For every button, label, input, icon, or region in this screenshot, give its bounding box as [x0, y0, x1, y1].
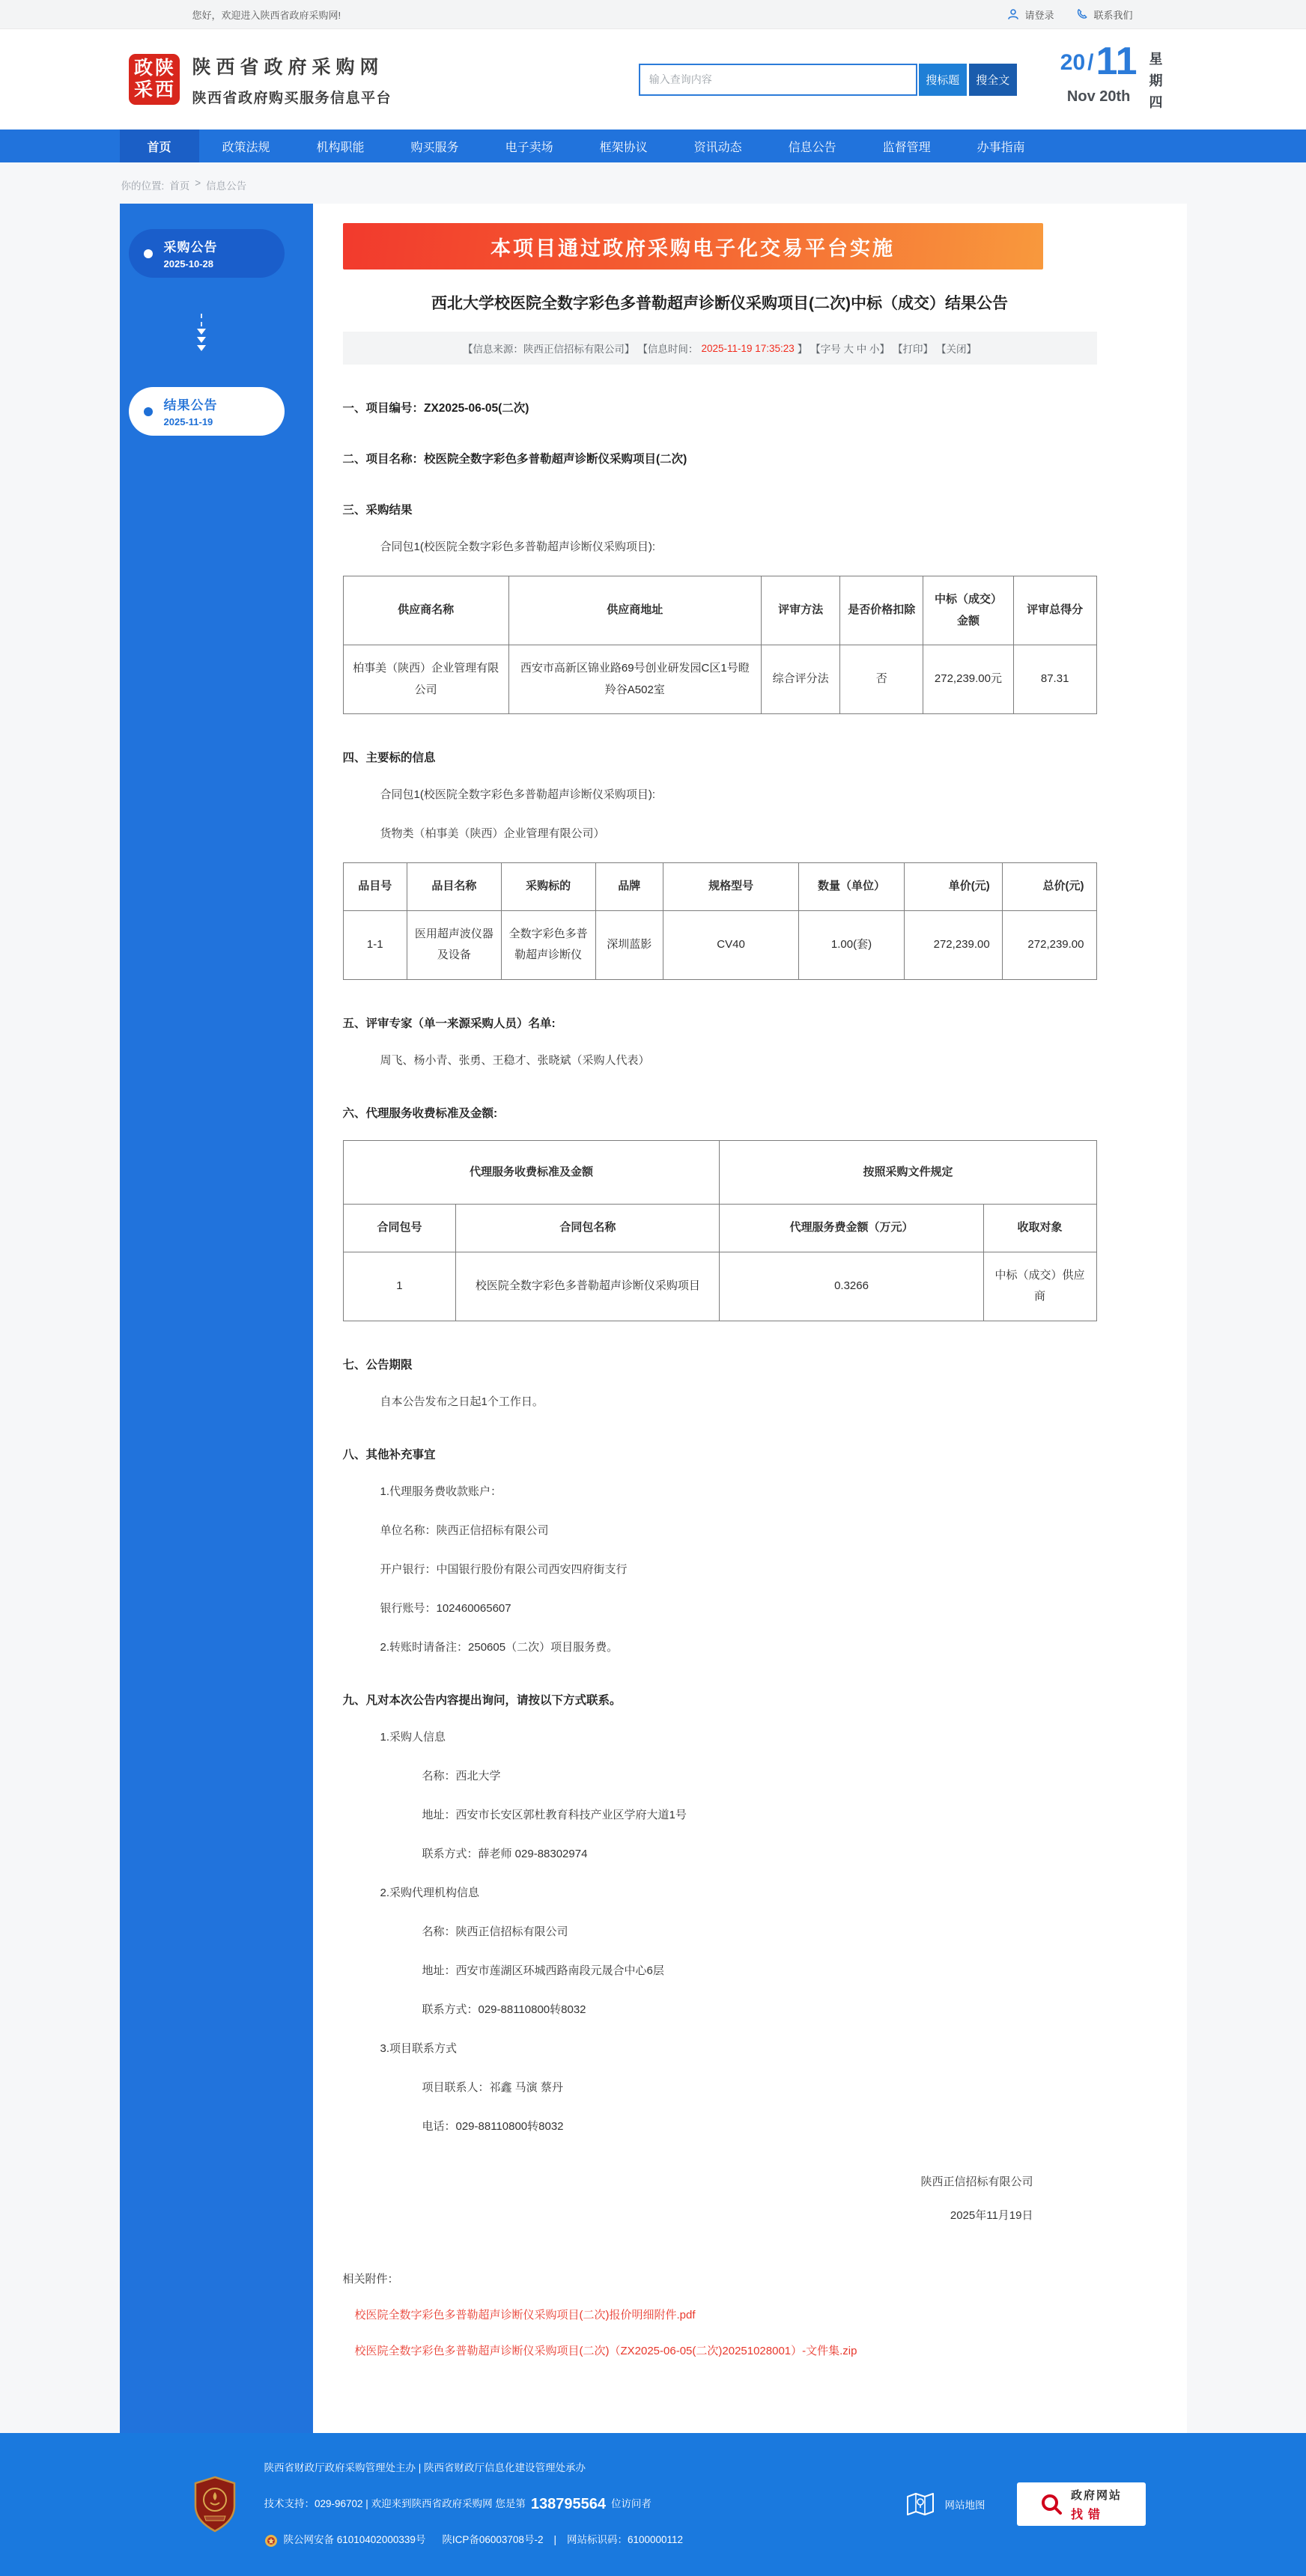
site-code: 网站标识码：6100000112 — [567, 2533, 683, 2548]
goods-category-line: 货物类（柏事美（陕西）企业管理有限公司） — [380, 825, 1097, 843]
site-subtitle: 陕西省政府购买服务信息平台 — [192, 87, 392, 107]
items-table — [343, 862, 1097, 980]
table-row — [343, 645, 1096, 714]
nav-item-policy[interactable]: 政策法规 — [199, 130, 294, 162]
print-button[interactable]: 【打印】 — [893, 341, 933, 356]
package-no-cell: 1 — [343, 1252, 456, 1321]
total-price-cell: 272,239.00 — [1002, 910, 1096, 979]
nav-item-functions[interactable]: 机构职能 — [294, 130, 388, 162]
contact-label: 联系我们 — [1093, 7, 1132, 22]
section-heading-supplementary: 八、其他补充事宜 — [343, 1446, 1097, 1462]
logo-line2: 采西 — [132, 79, 176, 101]
search-fulltext-button[interactable]: 搜全文 — [969, 64, 1017, 96]
badge-texts — [1071, 2487, 1122, 2522]
logo-line1: 政陕 — [132, 58, 176, 79]
col-header: 供应商地址 — [508, 576, 761, 645]
sidebar-item-date: 2025-10-28 — [164, 258, 285, 270]
login-label: 请登录 — [1024, 7, 1054, 22]
sidebar-item-date: 2025-11-19 — [164, 416, 285, 427]
price-deduction-cell: 否 — [840, 645, 923, 714]
contact-line: 电话：029-88110800转8032 — [422, 2118, 1097, 2136]
contact-line: 项目联系人：祁鑫 马演 蔡丹 — [422, 2079, 1097, 2097]
site-titles — [192, 52, 392, 107]
item-no-cell: 1-1 — [343, 910, 407, 979]
signature-company: 陕西正信招标有限公司 — [343, 2173, 1033, 2189]
attachments-label: 相关附件： — [343, 2271, 1097, 2286]
sidebar-item-label: 采购公告 — [164, 237, 285, 255]
support-suffix: 位访问者 — [611, 2497, 652, 2512]
date-weekday: 星期四 — [1149, 49, 1166, 113]
package-name-cell: 校医院全数字彩色多普勒超声诊断仪采购项目 — [456, 1252, 720, 1321]
gov-site-error-report-badge[interactable] — [1017, 2482, 1146, 2526]
nav-item-guide[interactable]: 办事指南 — [954, 130, 1048, 162]
subject-cell: 全数字彩色多普勒超声诊断仪 — [501, 910, 595, 979]
breadcrumb-current: 信息公告 — [206, 177, 246, 192]
sidebar-item-result-notice[interactable] — [129, 387, 285, 436]
section-heading-notice-period: 七、公告期限 — [343, 1356, 1097, 1372]
table-header-row — [343, 863, 1096, 911]
footer-texts — [264, 2461, 684, 2548]
notice-period-text: 自本公告发布之日起1个工作日。 — [380, 1393, 1097, 1411]
col-header: 中标（成交）金额 — [923, 576, 1014, 645]
nav-item-announcements[interactable]: 信息公告 — [765, 130, 860, 162]
breadcrumb-prefix: 你的位置: — [121, 177, 165, 192]
welcome-text: 您好，欢迎进入陕西省政府采购网! — [192, 7, 341, 22]
attachment-link-zip[interactable]: 校医院全数字彩色多普勒超声诊断仪采购项目(二次)（ZX2025-06-05(二次)20251028001）-文件集.zip — [355, 2342, 1097, 2358]
col-header: 品目号 — [343, 863, 407, 911]
footer-registration-line — [264, 2533, 684, 2548]
sidebar-item-procurement-notice[interactable] — [129, 229, 285, 278]
contract-package-line: 合同包1(校医院全数字彩色多普勒超声诊断仪采购项目): — [380, 786, 1097, 804]
section-heading-contact: 九、凡对本次公告内容提出询问，请按以下方式联系。 — [343, 1691, 1097, 1708]
phone-icon — [1076, 8, 1088, 20]
experts-list: 周飞、杨小青、张勇、王稳才、张晓斌（采购人代表） — [380, 1052, 1097, 1070]
nav-item-supervision[interactable]: 监督管理 — [860, 130, 954, 162]
contact-link[interactable] — [1076, 7, 1132, 22]
support-text: 技术支持：029-96702 | 欢迎来到陕西省政府采购网 您是第 — [264, 2497, 526, 2512]
agency-fee-table — [343, 1140, 1097, 1321]
breadcrumb-band — [0, 162, 1306, 204]
col-header: 评审总得分 — [1013, 576, 1096, 645]
map-icon — [906, 2491, 935, 2517]
contact-group-title: 3.项目联系方式 — [380, 2040, 1097, 2058]
site-name: 陕西省政府采购网 — [192, 52, 392, 79]
date-english: Nov 20th — [1060, 88, 1138, 106]
contact-group-title: 2.采购代理机构信息 — [380, 1884, 1097, 1902]
breadcrumb — [120, 162, 1187, 204]
magnifier-icon — [1040, 2493, 1063, 2515]
search-area — [639, 64, 1017, 96]
site-header — [0, 29, 1306, 130]
col-header: 合同包号 — [343, 1205, 456, 1252]
footer-separator: | — [553, 2533, 556, 2548]
col-header: 品目名称 — [407, 863, 502, 911]
section-heading-project-number: 一、项目编号：ZX2025-06-05(二次) — [343, 399, 1097, 415]
supplementary-line: 1.代理服务费收款账户： — [380, 1483, 1097, 1501]
badge-subtitle: 找错 — [1071, 2505, 1122, 2522]
col-header: 供应商名称 — [343, 576, 508, 645]
visitor-count: 138795564 — [531, 2494, 606, 2515]
icp-number: 陕ICP备06003708号-2 — [442, 2533, 543, 2548]
supplier-address-cell: 西安市高新区锦业路69号创业研发园C区1号瞪羚谷A502室 — [508, 645, 761, 714]
nav-item-home[interactable]: 首页 — [120, 130, 199, 162]
col-header: 是否价格扣除 — [840, 576, 923, 645]
nav-item-news[interactable]: 资讯动态 — [671, 130, 765, 162]
sidebar-item-label: 结果公告 — [164, 395, 285, 413]
timeline-sidebar — [120, 204, 313, 2433]
contact-group-title: 1.采购人信息 — [380, 1729, 1097, 1747]
timeline-dot-icon — [144, 407, 153, 416]
site-logo[interactable] — [129, 54, 180, 105]
col-header: 单价(元) — [904, 863, 1002, 911]
contact-line: 地址：西安市莲湖区环城西路南段元晟合中心6层 — [422, 1962, 1097, 1980]
notice-banner: 本项目通过政府采购电子化交易平台实施 — [343, 223, 1043, 270]
result-table — [343, 576, 1097, 714]
col-header: 总价(元) — [1002, 863, 1096, 911]
unit-price-cell: 272,239.00 — [904, 910, 1002, 979]
group-header: 代理服务收费标准及金额 — [343, 1140, 720, 1205]
col-header: 收取对象 — [983, 1205, 1096, 1252]
section-heading-procurement-result: 三、采购结果 — [343, 501, 1097, 517]
meta-time-prefix: 【信息时间： — [637, 341, 698, 356]
contact-line: 联系方式：薛老师 029-88302974 — [422, 1845, 1097, 1863]
date-block — [1060, 45, 1166, 113]
topbar-links — [1007, 7, 1132, 22]
table-header-row — [343, 1205, 1096, 1252]
login-link[interactable] — [1007, 7, 1054, 22]
date-separator: / — [1087, 52, 1093, 79]
search-title-button[interactable]: 搜标题 — [919, 64, 967, 96]
supplier-name-cell: 柏事美（陕西）企业管理有限公司 — [343, 645, 508, 714]
badge-title: 政府网站 — [1071, 2487, 1122, 2503]
search-input[interactable] — [639, 64, 917, 96]
contract-package-line: 合同包1(校医院全数字彩色多普勒超声诊断仪采购项目): — [380, 538, 1097, 556]
footer-organizer-line: 陕西省财政厅政府采购管理处主办 | 陕西省财政厅信息化建设管理处承办 — [264, 2461, 684, 2476]
signature-block — [343, 2173, 1097, 2223]
nav-item-purchase-services[interactable]: 购买服务 — [388, 130, 482, 162]
page-title: 西北大学校医院全数字彩色多普勒超声诊断仪采购项目(二次)中标（成交）结果公告 — [343, 291, 1097, 314]
font-size-controls[interactable]: 【字号 大 中 小】 — [810, 341, 890, 356]
quantity-cell: 1.00(套) — [799, 910, 905, 979]
topbar — [0, 0, 1306, 29]
meta-bar — [343, 332, 1097, 365]
col-header: 数量（单位） — [799, 863, 905, 911]
section-heading-project-name: 二、项目名称：校医院全数字彩色多普勒超声诊断仪采购项目(二次) — [343, 450, 1097, 466]
group-header: 按照采购文件规定 — [720, 1140, 1096, 1205]
contact-line: 名称：陕西正信招标有限公司 — [422, 1923, 1097, 1941]
section-heading-experts: 五、评审专家（单一来源采购人员）名单: — [343, 1014, 1097, 1031]
supplementary-line: 银行账号：102460065607 — [380, 1600, 1097, 1618]
timeline-dot-icon — [144, 249, 153, 258]
nav-item-framework-agreement[interactable]: 框架协议 — [577, 130, 671, 162]
sitemap-label: 网站地图 — [945, 2497, 985, 2512]
breadcrumb-separator: > — [195, 177, 201, 192]
col-header: 品牌 — [595, 863, 663, 911]
attachment-link-pdf[interactable]: 校医院全数字彩色多普勒超声诊断仪采购项目(二次)报价明细附件.pdf — [355, 2306, 1097, 2322]
table-row — [343, 1252, 1096, 1321]
meta-time: 2025-11-19 17:35:23 — [701, 343, 794, 354]
table-group-header-row — [343, 1140, 1096, 1205]
main-content — [313, 204, 1187, 2433]
content-band — [0, 204, 1306, 2433]
review-method-cell: 综合评分法 — [761, 645, 840, 714]
section-heading-main-subject: 四、主要标的信息 — [343, 749, 1097, 765]
footer-support-line — [264, 2494, 684, 2515]
supplementary-line: 开户银行：中国银行股份有限公司西安四府街支行 — [380, 1561, 1097, 1579]
nav-item-e-marketplace[interactable]: 电子卖场 — [482, 130, 577, 162]
col-header: 采购标的 — [501, 863, 595, 911]
fee-payer-cell: 中标（成交）供应商 — [983, 1252, 1096, 1321]
user-icon — [1007, 8, 1019, 20]
date-day: 20 — [1060, 52, 1085, 79]
supplementary-line: 2.转账时请备注：250605（二次）项目服务费。 — [380, 1639, 1097, 1657]
col-header: 合同包名称 — [456, 1205, 720, 1252]
item-name-cell: 医用超声波仪器及设备 — [407, 910, 502, 979]
close-button[interactable]: 【关闭】 — [936, 341, 977, 356]
footer-right — [906, 2482, 1146, 2526]
col-header: 规格型号 — [663, 863, 799, 911]
sitemap-link[interactable] — [906, 2491, 985, 2517]
fee-amount-cell: 0.3266 — [720, 1252, 983, 1321]
col-header: 评审方法 — [761, 576, 840, 645]
col-header: 代理服务费金额（万元） — [720, 1205, 983, 1252]
date-month: 11 — [1096, 45, 1138, 79]
model-cell: CV40 — [663, 910, 799, 979]
arrow-down-icon — [195, 314, 208, 351]
meta-source: 【信息来源：陕西正信招标有限公司】 — [463, 341, 635, 356]
attachments-section — [343, 2271, 1097, 2358]
section-heading-agency-fee: 六、代理服务收费标准及金额: — [343, 1104, 1097, 1121]
footer — [0, 2433, 1306, 2576]
table-row — [343, 910, 1096, 979]
supplementary-line: 单位名称：陕西正信招标有限公司 — [380, 1522, 1097, 1540]
breadcrumb-home-link[interactable]: 首页 — [169, 177, 189, 192]
table-header-row — [343, 576, 1096, 645]
contact-line: 联系方式：029-88110800转8032 — [422, 2001, 1097, 2019]
award-amount-cell: 272,239.00元 — [923, 645, 1014, 714]
beian-number: 陕公网安备 61010402000339号 — [284, 2533, 426, 2548]
score-cell: 87.31 — [1013, 645, 1096, 714]
meta-time-suffix: 】 — [798, 341, 808, 356]
contact-line: 名称：西北大学 — [422, 1767, 1097, 1785]
main-nav — [0, 130, 1306, 162]
signature-date: 2025年11月19日 — [343, 2207, 1033, 2223]
brand-cell: 深圳蓝影 — [595, 910, 663, 979]
contact-line: 地址：西安市长安区郭杜教育科技产业区学府大道1号 — [422, 1806, 1097, 1824]
gov-agency-badge-icon — [191, 2476, 239, 2533]
police-badge-icon — [264, 2534, 278, 2548]
